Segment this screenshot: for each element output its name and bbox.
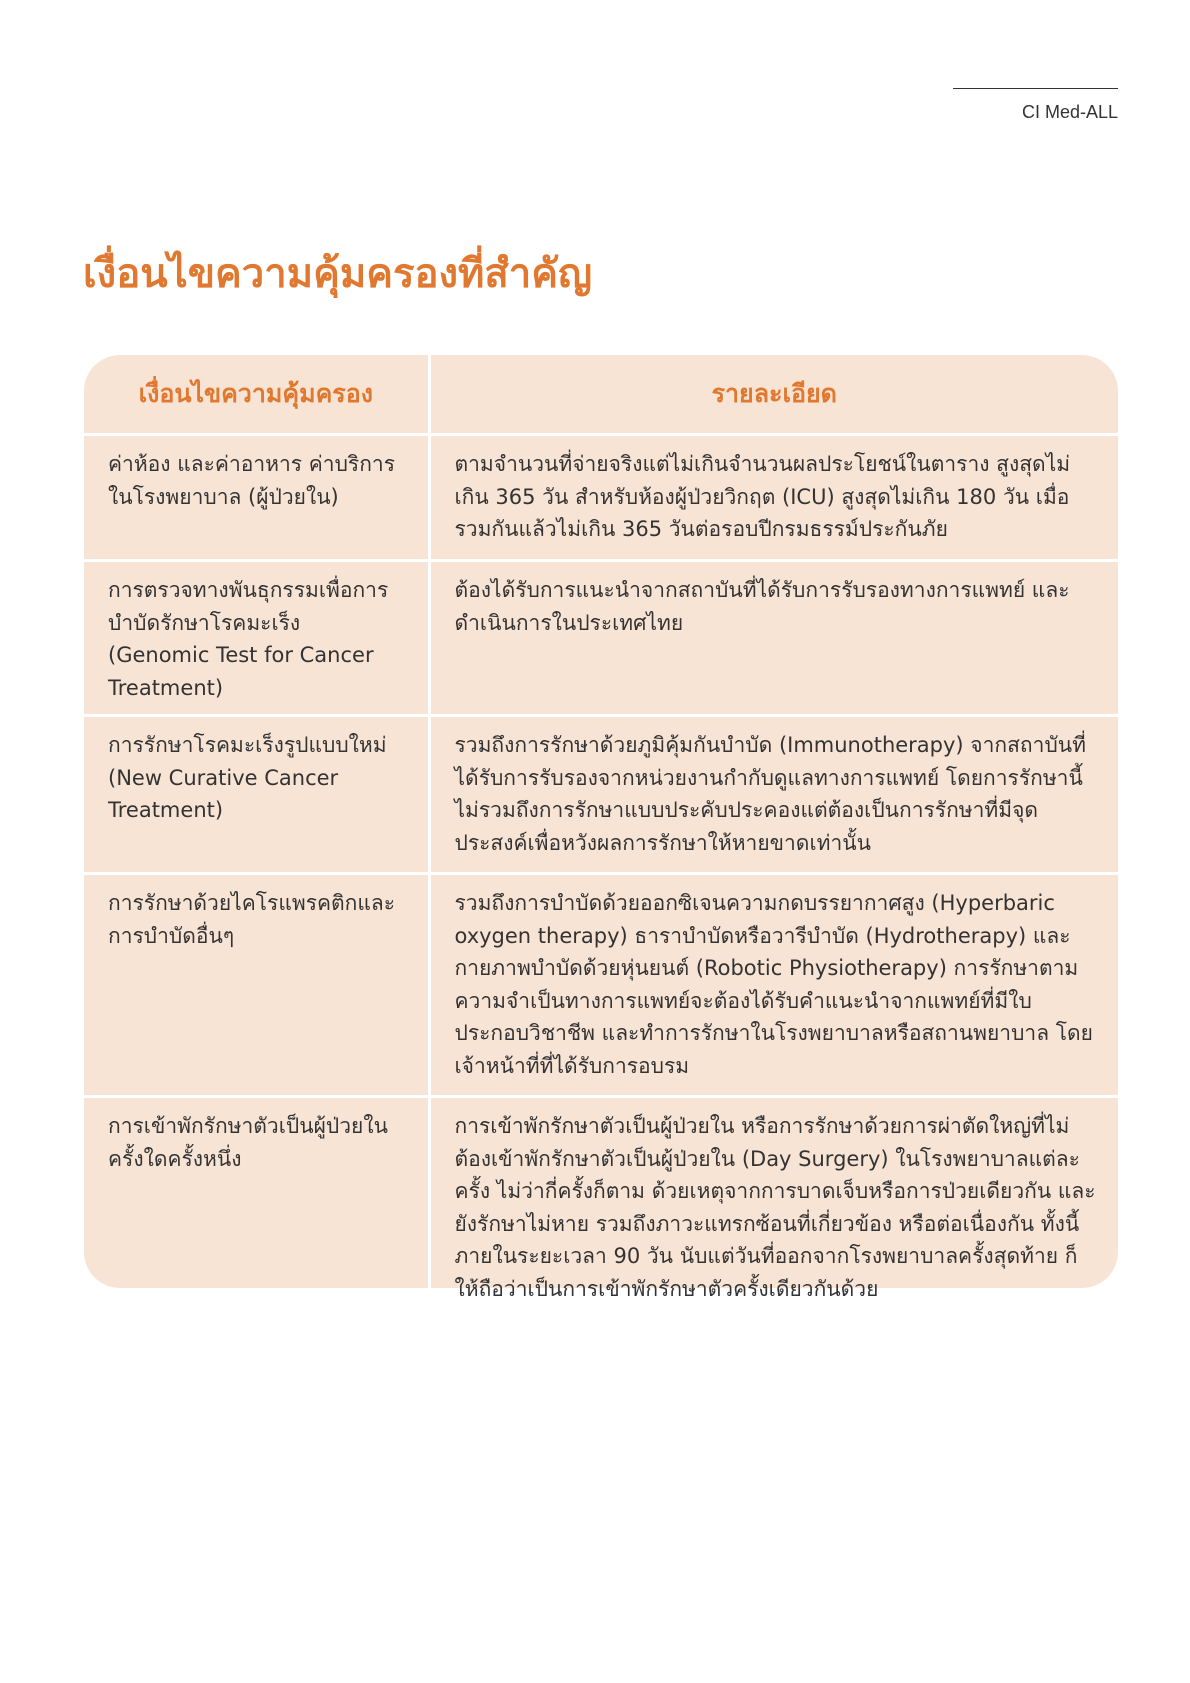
product-name: CI Med-ALL (1021, 102, 1118, 122)
coverage-table (84, 355, 1118, 1340)
condition-cell: การตรวจทางพันธุกรรมเพื่อการบำบัดรักษาโรคมะเร็ง (Genomic Test for Cancer Treatment) (84, 561, 429, 716)
table-row (84, 435, 1118, 561)
detail-cell: การเข้าพักรักษาตัวเป็นผู้ป่วยใน หรือการรักษาด้วยการผ่าตัดใหญ่ที่ไม่ต้องเข้าพักรักษาตัวเป็นผู้ป่วยใน (Day Surgery) ในโรงพยาบาลแต่ละครั้ง ไม่ว่ากี่ครั้งก็ตาม ด้วยเหตุจากการบาดเจ็บหรือการป่วยเดียวกัน และยังรักษาไม่หาย รวมถึงภาวะแทรกซ้อนที่เกี่ยวข้อง หรือต่อเนื่องกัน ทั้งนี้ ภายในระยะเวลา 90 วัน นับแต่วันที่ออกจากโรงพยาบาลครั้งสุดท้าย ก็ให้ถือว่าเป็นการเข้าพักรักษาตัวครั้งเดียวกันด้วย (429, 1097, 1118, 1341)
table-row (84, 716, 1118, 874)
table-header-row (84, 355, 1118, 435)
condition-cell: การรักษาด้วยไคโรแพรคติกและการบำบัดอื่นๆ (84, 874, 429, 1097)
table-row (84, 561, 1118, 716)
detail-cell: รวมถึงการรักษาด้วยภูมิคุ้มกันบำบัด (Immunotherapy) จากสถาบันที่ได้รับการรับรองจากหน่วยงานกำกับดูแลทางการแพทย์ โดยการรักษานี้ไม่รวมถึงการรักษาแบบประคับประคองแต่ต้องเป็นการรักษาที่มีจุดประสงค์เพื่อหวังผลการรักษาให้หายขาดเท่านั้น (429, 716, 1118, 874)
coverage-table-container (84, 355, 1118, 1301)
detail-cell: ตามจำนวนที่จ่ายจริงแต่ไม่เกินจำนวนผลประโยชน์ในตาราง สูงสุดไม่เกิน 365 วัน สำหรับห้องผู้ป่วยวิกฤต (ICU) สูงสุดไม่เกิน 180 วัน เมื่อรวมกันแล้วไม่เกิน 365 วันต่อรอบปีกรมธรรม์ประกันภัย (429, 435, 1118, 561)
table-row (84, 874, 1118, 1097)
header-rule (953, 88, 1118, 89)
detail-cell: รวมถึงการบำบัดด้วยออกซิเจนความกดบรรยากาศสูง (Hyperbaric oxygen therapy) ธาราบำบัดหรือวารีบำบัด (Hydrotherapy) และกายภาพบำบัดด้วยหุ่นยนต์ (Robotic Physiotherapy) การรักษาตามความจำเป็นทางการแพทย์จะต้องได้รับคำแนะนำจากแพทย์ที่มีใบประกอบวิชาชีพ และทำการรักษาในโรงพยาบาลหรือสถานพยาบาล โดยเจ้าหน้าที่ที่ได้รับการอบรม (429, 874, 1118, 1097)
condition-cell: การรักษาโรคมะเร็งรูปแบบใหม่ (New Curative Cancer Treatment) (84, 716, 429, 874)
table-row (84, 1097, 1118, 1341)
header-condition: เงื่อนไขความคุ้มครอง (84, 355, 429, 435)
condition-cell: การเข้าพักรักษาตัวเป็นผู้ป่วยในครั้งใดครั้งหนึ่ง (84, 1097, 429, 1341)
condition-cell: ค่าห้อง และค่าอาหาร ค่าบริการในโรงพยาบาล (ผู้ป่วยใน) (84, 435, 429, 561)
detail-cell: ต้องได้รับการแนะนำจากสถาบันที่ได้รับการรับรองทางการแพทย์ และดำเนินการในประเทศไทย (429, 561, 1118, 716)
header-detail: รายละเอียด (429, 355, 1118, 435)
page-title: เงื่อนไขความคุ้มครองที่สำคัญ (83, 251, 593, 297)
